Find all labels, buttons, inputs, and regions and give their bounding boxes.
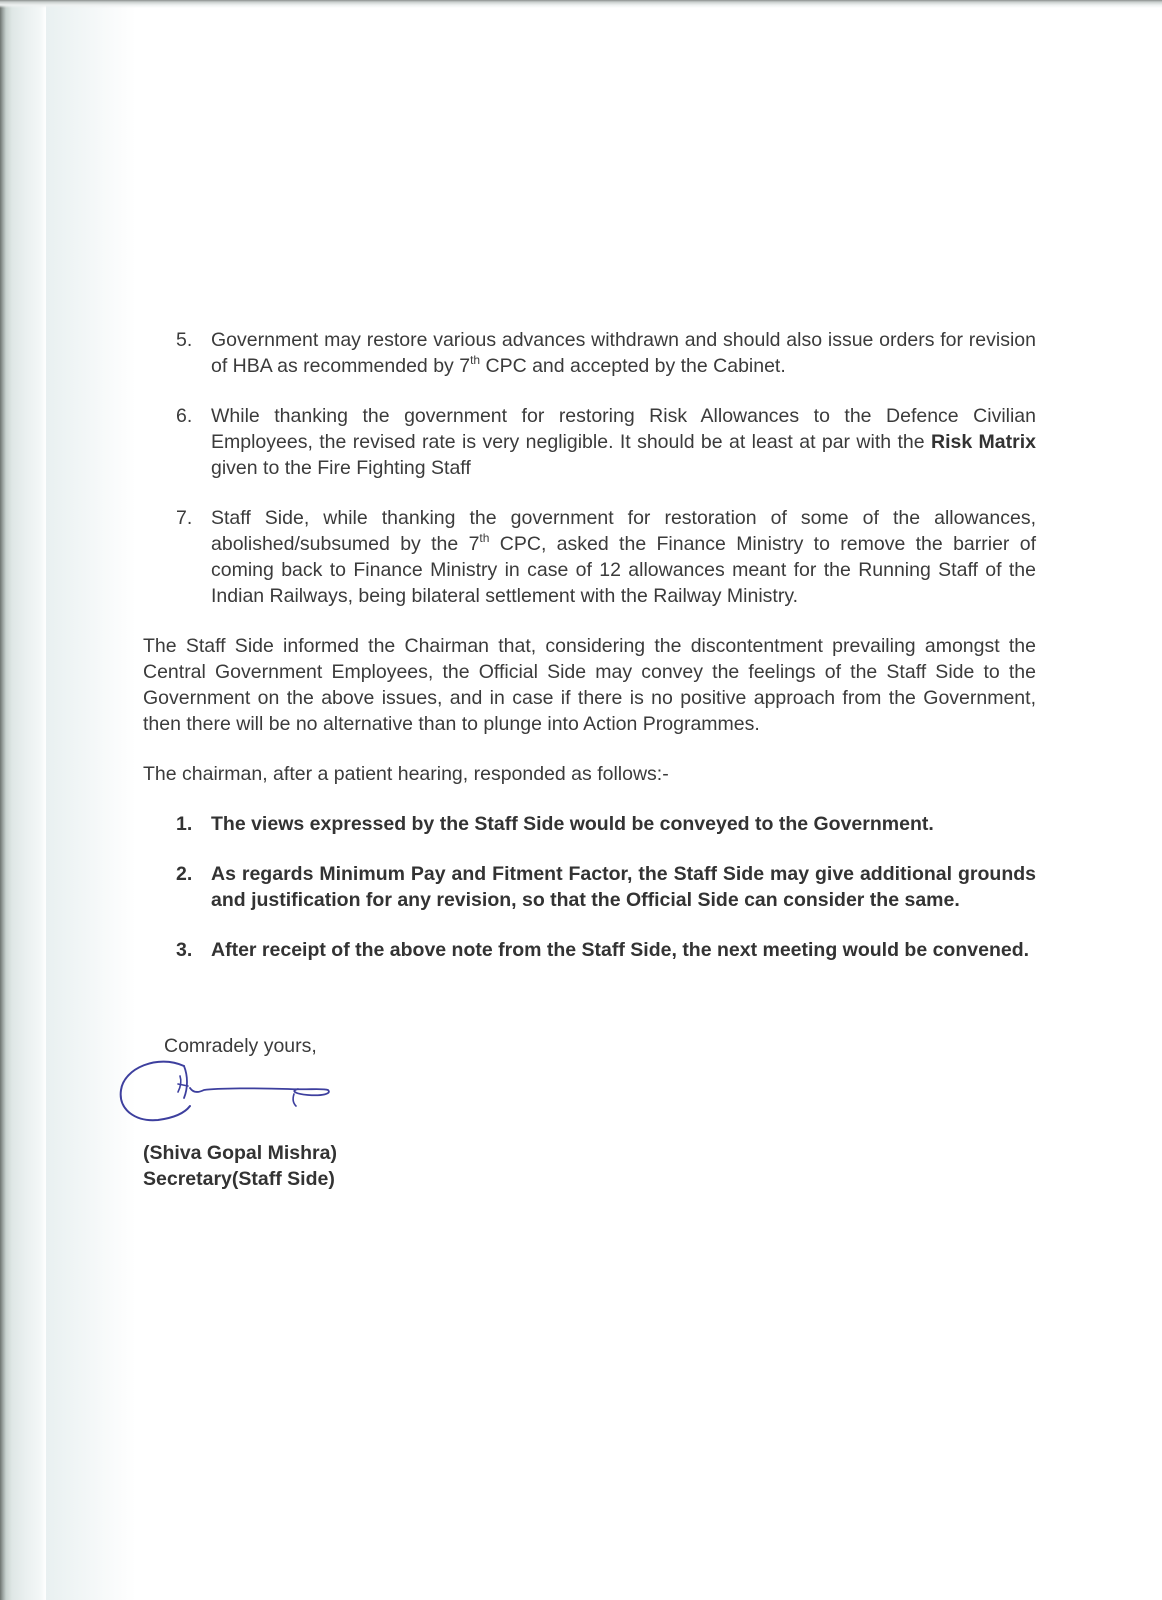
point-6	[143, 403, 1036, 481]
point-number: 7.	[176, 507, 193, 529]
response-2	[143, 861, 1036, 913]
closing-salutation: Comradely yours,	[164, 1035, 317, 1057]
point-text: While thanking the government for restoring Risk Allowances to the Defence Civilian Employees, the revised rate is very negligible. It should be at least at par with the	[211, 405, 1036, 453]
point-5	[143, 327, 1036, 379]
response-text: As regards Minimum Pay and Fitment Factor, the Staff Side may give additional grounds and justification for any revision, so that the Official Side can consider the same.	[211, 863, 1036, 911]
point-text-cont: CPC, asked the Finance Ministry to remove the barrier of coming back to Finance Ministry in case of 12 allowances meant for the Running Staff of the Indian Railways, being bilateral settlement with the Railway Ministry.	[211, 533, 1037, 607]
chairman-paragraph: The chairman, after a patient hearing, responded as follows:-	[143, 763, 669, 785]
point-number: 5.	[176, 329, 193, 351]
staff-side-paragraph: The Staff Side informed the Chairman that, considering the discontentment prevailing amongst the Central Government Employees, the Official Side may convey the feelings of the Staff Side to the Government on the above issues, and in case if there is no positive approach from the Government, then there will be no alternative than to plunge into Action Programmes.	[143, 635, 1036, 735]
point-text: Staff Side, while thanking the government for restoration of some of the allowances, abolished/subsumed by the 7	[211, 507, 1036, 555]
point-text: Government may restore various advances withdrawn and should also issue orders for revision of HBA as recommended by 7	[211, 329, 1036, 377]
response-text: After receipt of the above note from the Staff Side, the next meeting would be convened.	[211, 939, 1030, 961]
signatory-name: (Shiva Gopal Mishra)	[143, 1142, 337, 1164]
responses-list	[143, 811, 1036, 963]
handwritten-signature	[118, 1058, 342, 1144]
response-number: 1.	[176, 813, 193, 835]
scan-top-edge	[0, 0, 1162, 8]
scan-shadow	[46, 0, 136, 1600]
response-3	[143, 937, 1036, 963]
point-text-cont: given to the Fire Fighting Staff	[211, 457, 471, 479]
response-text: The views expressed by the Staff Side would be conveyed to the Government.	[211, 813, 934, 835]
point-7	[143, 505, 1036, 609]
signatory-title: Secretary(Staff Side)	[143, 1168, 335, 1190]
superscript: th	[470, 352, 481, 367]
response-1	[143, 811, 1036, 837]
points-list	[143, 327, 1036, 609]
signature-block	[143, 1140, 337, 1192]
point-number: 6.	[176, 405, 193, 427]
bold-phrase: Risk Matrix	[930, 431, 1036, 453]
response-number: 2.	[176, 863, 193, 885]
scan-left-edge	[0, 0, 46, 1600]
letter-body	[143, 327, 1036, 963]
point-text-cont: CPC and accepted by the Cabinet.	[480, 355, 786, 377]
superscript: th	[479, 530, 490, 545]
response-number: 3.	[176, 939, 193, 961]
